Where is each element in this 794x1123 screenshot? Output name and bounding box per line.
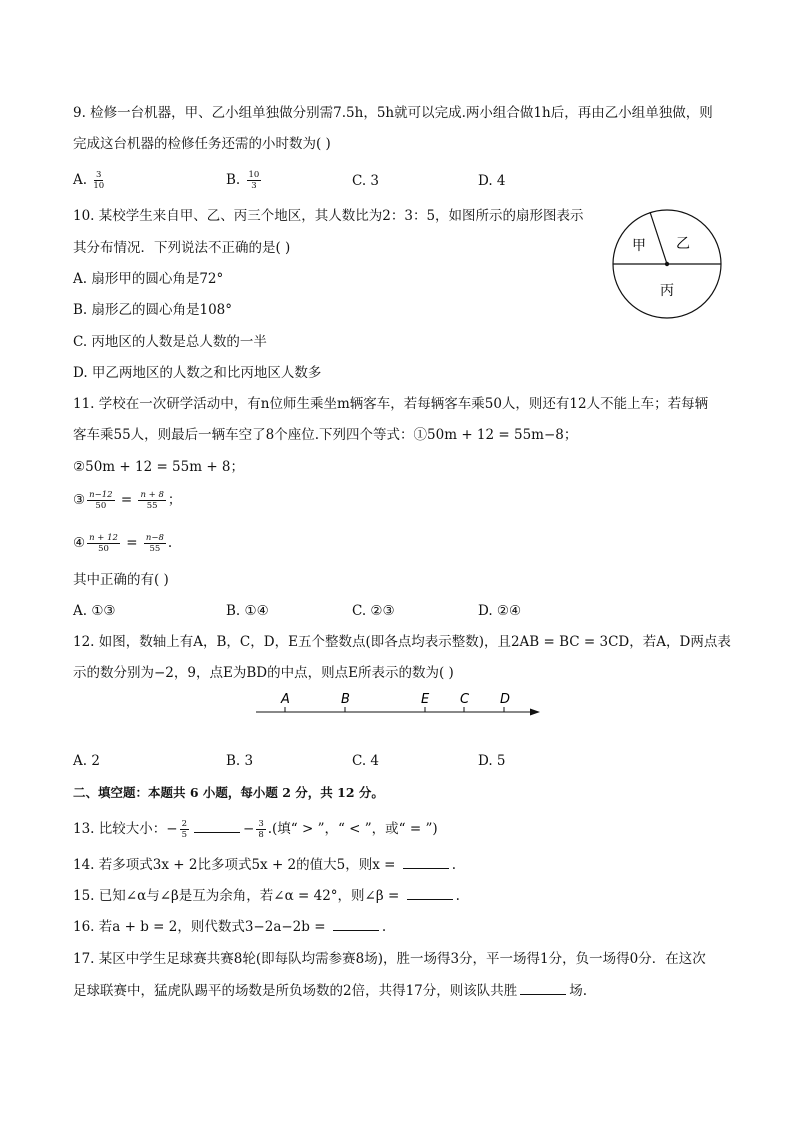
pie-label-jia: 甲 (632, 238, 646, 254)
q11-correct-line: 其中正确的有( ) (73, 572, 169, 588)
q11-option-a: A. ①③ (73, 603, 116, 619)
q15-line: 15. 已知∠α与∠β是互为余角，若∠α = 42°，则∠β = . (73, 888, 460, 904)
number-line-arrow (530, 709, 540, 716)
q9-line2: 完成这台机器的检修任务还需的小时数为( ) (73, 136, 331, 152)
q11-option-b: B. ①④ (226, 603, 269, 619)
q10-line2: 其分布情况．下列说法不正确的是( ) (73, 240, 291, 256)
q10-option-c: C. 丙地区的人数是总人数的一半 (73, 334, 267, 350)
point-label-E: E (421, 692, 430, 707)
q11-eq3: ③ $\frac{n-12}{50}$ = $\frac{n + 8}{55}$ ； (73, 490, 182, 511)
q9-option-b: B. $\frac{10}{3}$ (226, 170, 260, 191)
q10-option-d: D. 甲乙两地区的人数之和比丙地区人数多 (73, 365, 322, 381)
point-label-C: C (460, 692, 470, 707)
q13-blank (194, 820, 240, 833)
q12-option-b: B. 3 (226, 753, 254, 769)
point-label-A: A (281, 692, 290, 707)
q17-line2: 足球联赛中，猛虎队踢平的场数是所负场数的2倍，共得17分，则该队共胜 场. (73, 983, 588, 999)
q9-option-d: D. 4 (478, 173, 506, 189)
q12-line2: 示的数分别为−2，9，点E为BD的中点，则点E所表示的数为( ) (73, 665, 454, 681)
number-line (250, 688, 550, 722)
q13-line: 13. 比较大小：− $\frac{2}{5}$ − $\frac{3}{8}$ .(填“ > ”，“ < ”，或“ = ”) (73, 819, 438, 840)
q12-option-a: A. 2 (73, 753, 100, 769)
point-label-D: D (500, 692, 511, 707)
q12-line1: 12. 如图，数轴上有A，B，C，D，E五个整数点(即各点均表示整数)，且2AB = BC = 3CD，若A，D两点表 (73, 634, 731, 650)
q11-line2: 客车乘55人，则最后一辆车空了8个座位.下列四个等式：①50m + 12 = 55m−8； (73, 427, 578, 443)
q14-blank (403, 856, 449, 869)
pie-center (665, 262, 669, 266)
q10-line1: 10. 某校学生来自甲、乙、丙三个地区，其人数比为2：3：5，如图所示的扇形图表示 (73, 208, 584, 224)
q12-option-c: C. 4 (352, 753, 380, 769)
q16-line: 16. 若a + b = 2，则代数式3−2a−2b = . (73, 919, 387, 935)
q11-line1: 11. 学校在一次研学活动中，有n位师生乘坐m辆客车，若每辆客车乘50人，则还有12人不能上车；若每辆 (73, 396, 709, 412)
q9-option-a: A. $\frac{3}{10}$ (73, 170, 105, 191)
q15-blank (407, 887, 453, 900)
q10-option-b: B. 扇形乙的圆心角是108° (73, 302, 233, 318)
q16-blank (333, 918, 379, 931)
q10-option-a: A. 扇形甲的圆心角是72° (73, 271, 224, 287)
q9-option-c: C. 3 (352, 173, 380, 189)
q11-eq2: ②50m + 12 = 55m + 8； (73, 459, 245, 475)
section-heading: 二、填空题：本题共 6 小题，每小题 2 分，共 12 分。 (73, 785, 384, 800)
point-label-B: B (341, 692, 350, 707)
pie-diagram (610, 208, 726, 320)
pie-label-yi: 乙 (676, 236, 690, 252)
q9-line1: 9. 检修一台机器，甲、乙小组单独做分别需7.5h，5h就可以完成.两小组合做1h后，再由乙小组单独做，则 (73, 105, 713, 121)
q11-eq4: ④ $\frac{n + 12}{50}$ = $\frac{n-8}{55}$ . (73, 533, 173, 554)
q14-line: 14. 若多项式3x + 2比多项式5x + 2的值大5，则x = . (73, 857, 457, 873)
pie-label-bing: 丙 (660, 283, 674, 299)
q11-option-c: C. ②③ (352, 603, 395, 619)
pie-radius (650, 212, 667, 264)
q11-option-d: D. ②④ (478, 603, 522, 619)
q17-line1: 17. 某区中学生足球赛共赛8轮(即每队均需参赛8场)，胜一场得3分，平一场得1分，负一场得0分．在这次 (73, 951, 706, 967)
q12-option-d: D. 5 (478, 753, 506, 769)
q17-blank (520, 982, 566, 995)
